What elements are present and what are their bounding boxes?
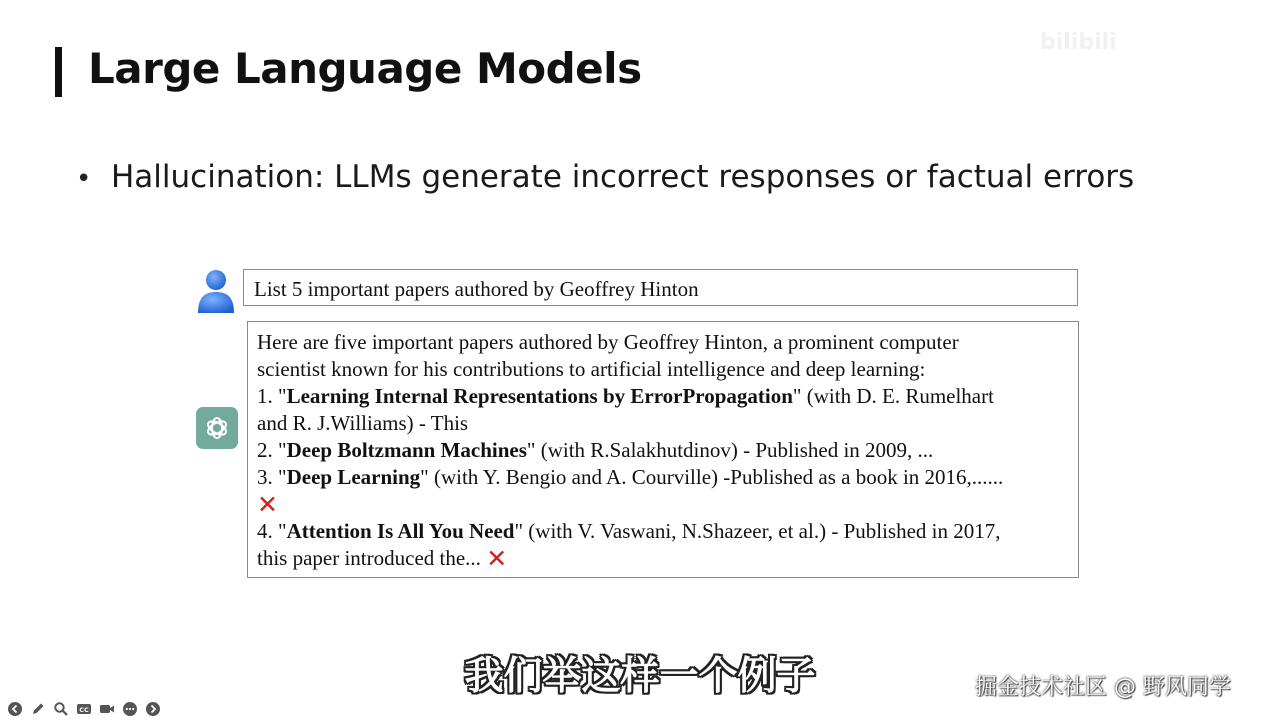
bullet-marker: • (76, 164, 92, 194)
chatgpt-icon (196, 407, 238, 449)
paper-title: Learning Internal Representations by ErrorPropagation (286, 384, 793, 408)
paper-title: Attention Is All You Need (286, 519, 515, 543)
wrong-mark-icon: ✕ (257, 490, 278, 519)
paper-item-3-mark-line (257, 491, 1069, 518)
paper-title: Deep Learning (286, 465, 421, 489)
paper-item-1-cont: and R. J.Williams) - This (257, 411, 469, 435)
response-intro-line: Here are five important papers authored by Geoffrey Hinton, a prominent computer (257, 330, 959, 354)
paper-item-3: 3. "Deep Learning" (with Y. Bengio and A. Courville) -Published as a book in 2016,...... (257, 465, 1004, 489)
wrong-mark-icon: ✕ (486, 544, 508, 573)
camera-icon[interactable] (98, 700, 116, 718)
title-accent-bar (55, 47, 62, 97)
paper-item-4: 4. "Attention Is All You Need" (with V. Vaswani, N.Shazeer, et al.) - Published in 2017, (257, 519, 1001, 543)
assistant-response-box (247, 321, 1079, 578)
response-intro-line: scientist known for his contributions to artificial intelligence and deep learning: (257, 357, 926, 381)
zoom-icon[interactable] (52, 700, 70, 718)
bilibili-watermark: bilibili (1040, 30, 1117, 55)
forward-icon[interactable] (144, 700, 162, 718)
video-subtitle: 我们举这样一个例子 (464, 654, 816, 699)
back-icon[interactable] (6, 700, 24, 718)
paper-item-1: 1. "Learning Internal Representations by ErrorPropagation" (with D. E. Rumelhart (257, 384, 994, 408)
cc-icon[interactable] (75, 700, 93, 718)
pen-icon[interactable] (29, 700, 47, 718)
user-icon (196, 268, 236, 314)
slide-title: Large Language Models (88, 44, 642, 93)
user-prompt-box: List 5 important papers authored by Geoffrey Hinton (243, 269, 1078, 306)
paper-title: Deep Boltzmann Machines (286, 438, 527, 462)
svg-text:CC: CC (79, 706, 89, 714)
paper-item-4-cont: this paper introduced the... ✕ (257, 544, 508, 573)
paper-item-2: 2. "Deep Boltzmann Machines" (with R.Salakhutdinov) - Published in 2009, ... (257, 438, 934, 462)
presentation-toolbar (6, 700, 162, 718)
more-icon[interactable] (121, 700, 139, 718)
juejin-watermark: 掘金技术社区 @ 野风同学 (975, 675, 1231, 700)
bullet-text: Hallucination: LLMs generate incorrect responses or factual errors (111, 159, 1135, 195)
